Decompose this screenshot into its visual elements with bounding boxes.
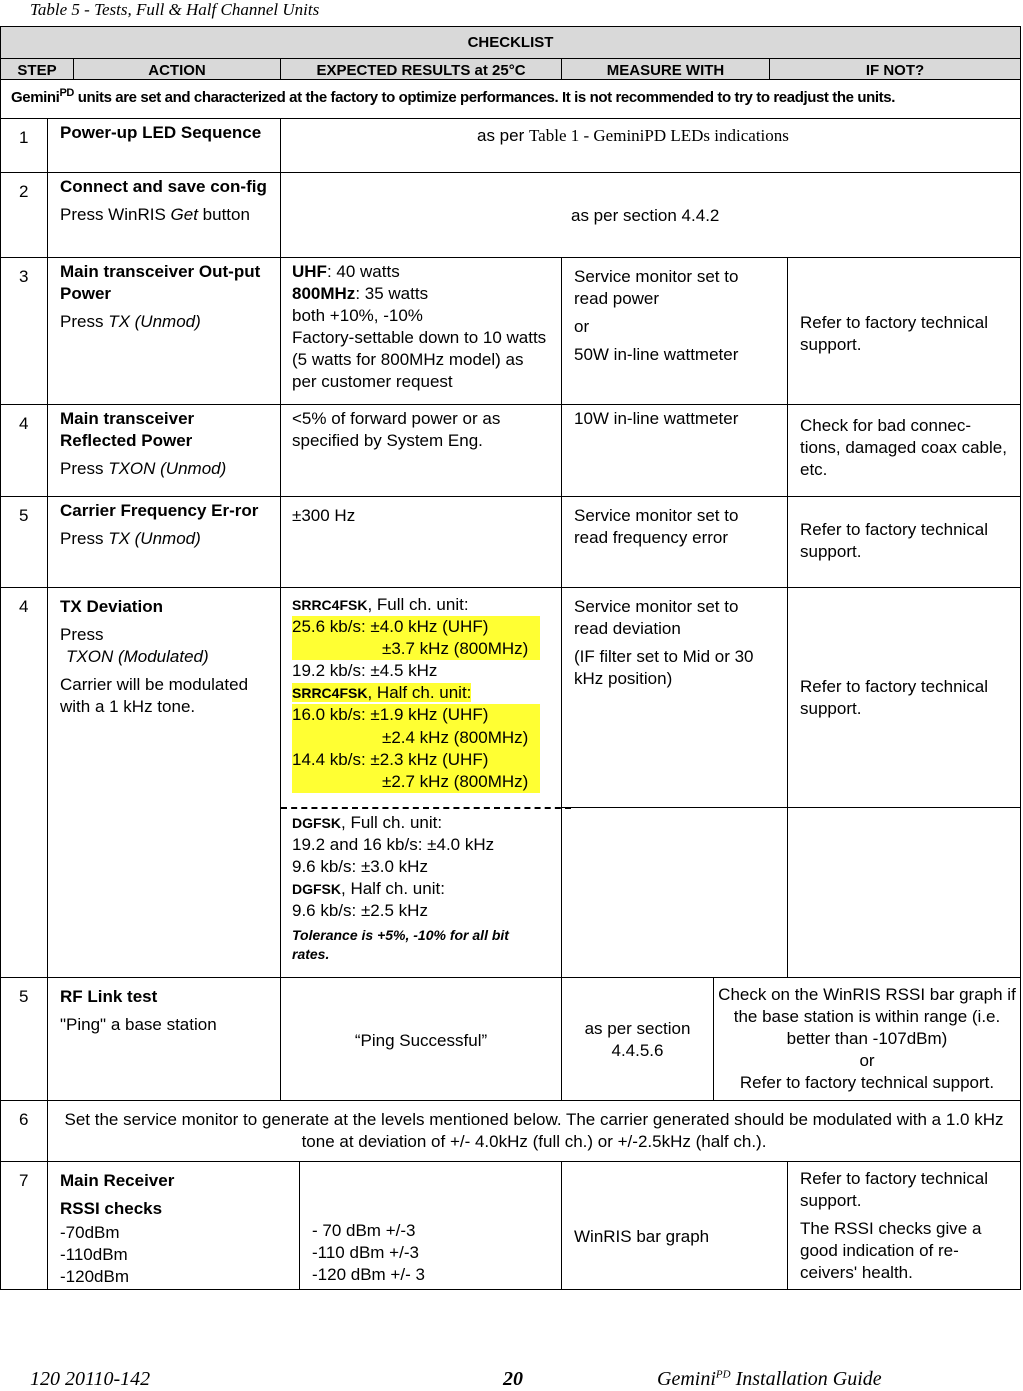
row6-step: 6 bbox=[0, 1100, 48, 1162]
row2-expected bbox=[280, 172, 1021, 258]
srrc-full-line1: 25.6 kb/s: ±4.0 kHz (UHF) bbox=[292, 616, 540, 638]
row4a-expected-text: <5% of forward power or as specified by System Eng. bbox=[292, 409, 501, 451]
row5b-action-title: RF Link test bbox=[60, 987, 158, 1006]
row5b-ifnot-1: Check on the WinRIS RSSI bar graph if the base station is within range (i.e. better than -107dBm) bbox=[718, 985, 1016, 1049]
row1-action bbox=[47, 118, 281, 173]
row7-action bbox=[47, 1161, 300, 1290]
header-ifnot: IF NOT? bbox=[769, 58, 1021, 80]
dg-full-line2: 9.6 kb/s: ±3.0 kHz bbox=[292, 857, 428, 877]
row4a-sub-italic: TXON (Unmod) bbox=[108, 459, 227, 479]
row5a-step: 5 bbox=[0, 496, 48, 588]
row1-expected-prefix: as per bbox=[477, 126, 529, 145]
footer-guide-brand: Gemini bbox=[657, 1368, 716, 1390]
row4b-expected-srrc bbox=[280, 587, 562, 808]
row4b-carrier: Carrier will be modulated with a 1 kHz tone. bbox=[60, 675, 249, 717]
note-text: units are set and characterized at the factory to optimize performances. It is not recommended to try to readjust the units. bbox=[73, 89, 895, 106]
row4a-measure bbox=[561, 404, 788, 497]
row3-action bbox=[47, 257, 281, 405]
row5a-ifnot-text: Refer to factory technical support. bbox=[800, 520, 989, 562]
row5b-expected bbox=[280, 977, 562, 1101]
row7-expected-1: -110 dBm +/-3 bbox=[312, 1243, 419, 1263]
row3-uhf-label: UHF bbox=[292, 262, 327, 281]
note-brand: Gemini bbox=[11, 89, 60, 106]
srrc-full-line2: ±3.7 kHz (800MHz) bbox=[292, 638, 540, 660]
row3-expected bbox=[280, 257, 562, 405]
dg-half-label: DGFSK bbox=[292, 881, 341, 898]
row2-step: 2 bbox=[0, 172, 48, 258]
row7-level-2: -120dBm bbox=[60, 1267, 129, 1287]
row5a-sub-prefix: Press bbox=[60, 529, 109, 549]
row4b-ifnot-bottom bbox=[787, 807, 1021, 978]
footer-guide-text: Installation Guide bbox=[730, 1368, 882, 1390]
row5a-expected-text: ±300 Hz bbox=[292, 506, 356, 525]
row3-factory: Factory-settable down to 10 watts (5 watts for 800MHz model) as per customer request bbox=[292, 328, 547, 392]
row6-text bbox=[47, 1100, 1021, 1162]
row4a-action bbox=[47, 404, 281, 497]
note-sup: PD bbox=[59, 87, 74, 99]
row5a-action-title: Carrier Frequency Er-ror bbox=[60, 501, 259, 520]
dg-full-suffix: , Full ch. unit: bbox=[341, 813, 443, 832]
row5b-action bbox=[47, 977, 281, 1101]
row5a-action-sub bbox=[60, 528, 268, 550]
row7-expected-0: - 70 dBm +/-3 bbox=[312, 1221, 416, 1240]
row5b-step: 5 bbox=[0, 977, 48, 1101]
row3-800-value: : 35 watts bbox=[355, 284, 429, 304]
row5b-ifnot bbox=[713, 977, 1021, 1101]
footer-page-number: 20 bbox=[503, 1368, 523, 1390]
factory-note bbox=[0, 79, 1021, 119]
row7-expected-2: -120 dBm +/- 3 bbox=[312, 1265, 425, 1285]
dg-full-label: DGFSK bbox=[292, 815, 341, 831]
row7-action-title1: Main Receiver bbox=[60, 1171, 175, 1190]
row7-measure bbox=[561, 1161, 788, 1290]
row2-sub-suffix: button bbox=[197, 205, 250, 225]
row4b-measure-bottom bbox=[561, 807, 788, 978]
row5a-measure bbox=[561, 496, 788, 588]
table-caption: Table 5 - Tests, Full & Half Channel Units bbox=[30, 0, 320, 19]
row2-sub-italic: Get bbox=[170, 205, 198, 225]
row1-action-title: Power-up LED Sequence bbox=[60, 123, 262, 142]
row7-level-0: -70dBm bbox=[60, 1223, 120, 1243]
checklist-table bbox=[1, 27, 1021, 1291]
row3-measure-1: Service monitor set to read power bbox=[574, 267, 739, 309]
row4b-press-label: Press bbox=[60, 625, 104, 645]
srrc-half-label: SRRC4FSK bbox=[292, 685, 368, 702]
row2-action bbox=[47, 172, 281, 258]
row7-measure-text: WinRIS bar graph bbox=[574, 1227, 710, 1246]
row5b-expected-text: “Ping Successful” bbox=[354, 1031, 488, 1050]
row3-ifnot-text: Refer to factory technical support. bbox=[800, 313, 989, 355]
row5a-measure-text: Service monitor set to read frequency error bbox=[574, 506, 739, 548]
srrc-half-suffix: , Half ch. unit: bbox=[367, 683, 472, 703]
row5a-action bbox=[47, 496, 281, 588]
row5b-action-sub: "Ping" a base station bbox=[60, 1015, 217, 1035]
srrc-full-line3: 19.2 kb/s: ±4.5 kHz bbox=[292, 661, 438, 681]
srrc-half-line3: 14.4 kb/s: ±2.3 kHz (UHF) bbox=[292, 749, 540, 771]
row4b-expected-dgfsk bbox=[280, 806, 562, 978]
row2-action-title: Connect and save con-fig bbox=[60, 177, 267, 196]
row7-step: 7 bbox=[0, 1161, 48, 1290]
row7-ifnot-2: The RSSI checks give a good indication of re-ceivers' health. bbox=[800, 1219, 982, 1283]
row4b-press bbox=[60, 624, 268, 668]
row7-action-title2: RSSI checks bbox=[60, 1199, 163, 1219]
row7-ifnot-1: Refer to factory technical support. bbox=[800, 1169, 989, 1211]
footer-doc-number: 120 20110-142 bbox=[30, 1368, 151, 1390]
srrc-half-line2: ±2.4 kHz (800MHz) bbox=[292, 727, 540, 749]
row4b-ifnot-top bbox=[787, 587, 1021, 808]
row4b-action-title: TX Deviation bbox=[60, 597, 163, 616]
row3-step: 3 bbox=[0, 257, 48, 405]
row3-sub-italic: TX (Unmod) bbox=[108, 312, 201, 332]
row4a-action-title: Main transceiver Reflected Power bbox=[60, 409, 195, 451]
row1-step: 1 bbox=[0, 118, 48, 173]
row1-expected bbox=[280, 118, 1021, 173]
header-action: ACTION bbox=[73, 58, 281, 80]
row5b-measure-text: as per section 4.4.5.6 bbox=[584, 1019, 691, 1061]
row4b-action bbox=[47, 587, 281, 978]
row3-800-label: 800MHz bbox=[292, 284, 356, 304]
row5b-measure bbox=[561, 977, 714, 1101]
row3-action-title: Main transceiver Out-put Power bbox=[60, 262, 261, 304]
row4a-step: 4 bbox=[0, 404, 48, 497]
row3-action-sub bbox=[60, 311, 268, 333]
row2-expected-text: as per section 4.4.2 bbox=[571, 206, 720, 225]
row5b-ifnot-2: Refer to factory technical support. bbox=[739, 1073, 995, 1093]
srrc-full-label: SRRC4FSK bbox=[292, 597, 368, 613]
row4a-sub-prefix: Press bbox=[60, 459, 109, 479]
row7-level-1: -110dBm bbox=[60, 1245, 128, 1265]
dashed-separator bbox=[281, 807, 571, 809]
row5b-ifnot-or: or bbox=[859, 1051, 875, 1071]
dg-half-line1: 9.6 kb/s: ±2.5 kHz bbox=[292, 901, 428, 921]
row4b-measure-1: Service monitor set to read deviation bbox=[574, 597, 739, 639]
header-step: STEP bbox=[0, 58, 74, 80]
row3-tolerance: both +10%, -10% bbox=[292, 306, 423, 326]
row3-measure-or: or bbox=[574, 317, 590, 337]
row3-measure-2: 50W in-line wattmeter bbox=[574, 345, 739, 365]
header-measure: MEASURE WITH bbox=[561, 58, 770, 80]
row7-ifnot bbox=[787, 1161, 1021, 1290]
row6-text-content: Set the service monitor to generate at the levels mentioned below. The carrier generated should be modulated with a 1.0 kHz tone at deviation of +/- 4.0kHz (full ch.) or +/-2.5kHz (half ch.). bbox=[64, 1110, 1004, 1152]
row4b-step: 4 bbox=[0, 587, 48, 978]
srrc-full-suffix: , Full ch. unit: bbox=[367, 595, 469, 614]
row5a-ifnot bbox=[787, 496, 1021, 588]
srrc-half-line4: ±2.7 kHz (800MHz) bbox=[292, 771, 540, 793]
row4a-action-sub bbox=[60, 458, 268, 480]
dg-half-suffix: , Half ch. unit: bbox=[341, 879, 445, 899]
row4a-measure-text: 10W in-line wattmeter bbox=[574, 409, 739, 428]
row4a-ifnot-text: Check for bad connec-tions, damaged coax cable, etc. bbox=[800, 416, 1007, 480]
row3-ifnot bbox=[787, 257, 1021, 405]
row4a-expected bbox=[280, 404, 562, 497]
row4b-measure-2: (IF filter set to Mid or 30 kHz position) bbox=[574, 647, 754, 689]
table-title: CHECKLIST bbox=[0, 26, 1021, 59]
tolerance-note: Tolerance is +5%, -10% for all bit rates. bbox=[292, 927, 509, 962]
row3-uhf-value: : 40 watts bbox=[326, 262, 400, 281]
row2-sub-prefix: Press WinRIS bbox=[60, 205, 171, 225]
row3-sub-prefix: Press bbox=[60, 312, 109, 332]
footer-guide-sup: PD bbox=[715, 1368, 731, 1381]
row4b-press-italic: TXON (Modulated) bbox=[66, 647, 209, 667]
row4b-ifnot-text: Refer to factory technical support. bbox=[800, 677, 989, 719]
row1-expected-ref: Table 1 - GeminiPD LEDs indications bbox=[528, 126, 789, 145]
row3-measure bbox=[561, 257, 788, 405]
header-expected: EXPECTED RESULTS at 25°C bbox=[280, 58, 562, 80]
row5a-expected bbox=[280, 496, 562, 588]
row4b-measure-top bbox=[561, 587, 788, 808]
dg-full-line1: 19.2 and 16 kb/s: ±4.0 kHz bbox=[292, 835, 495, 855]
row4a-ifnot bbox=[787, 404, 1021, 497]
row2-action-sub bbox=[60, 204, 268, 226]
row5a-sub-italic: TX (Unmod) bbox=[108, 529, 201, 549]
row7-expected bbox=[299, 1161, 562, 1290]
srrc-half-line1: 16.0 kb/s: ±1.9 kHz (UHF) bbox=[292, 704, 540, 726]
